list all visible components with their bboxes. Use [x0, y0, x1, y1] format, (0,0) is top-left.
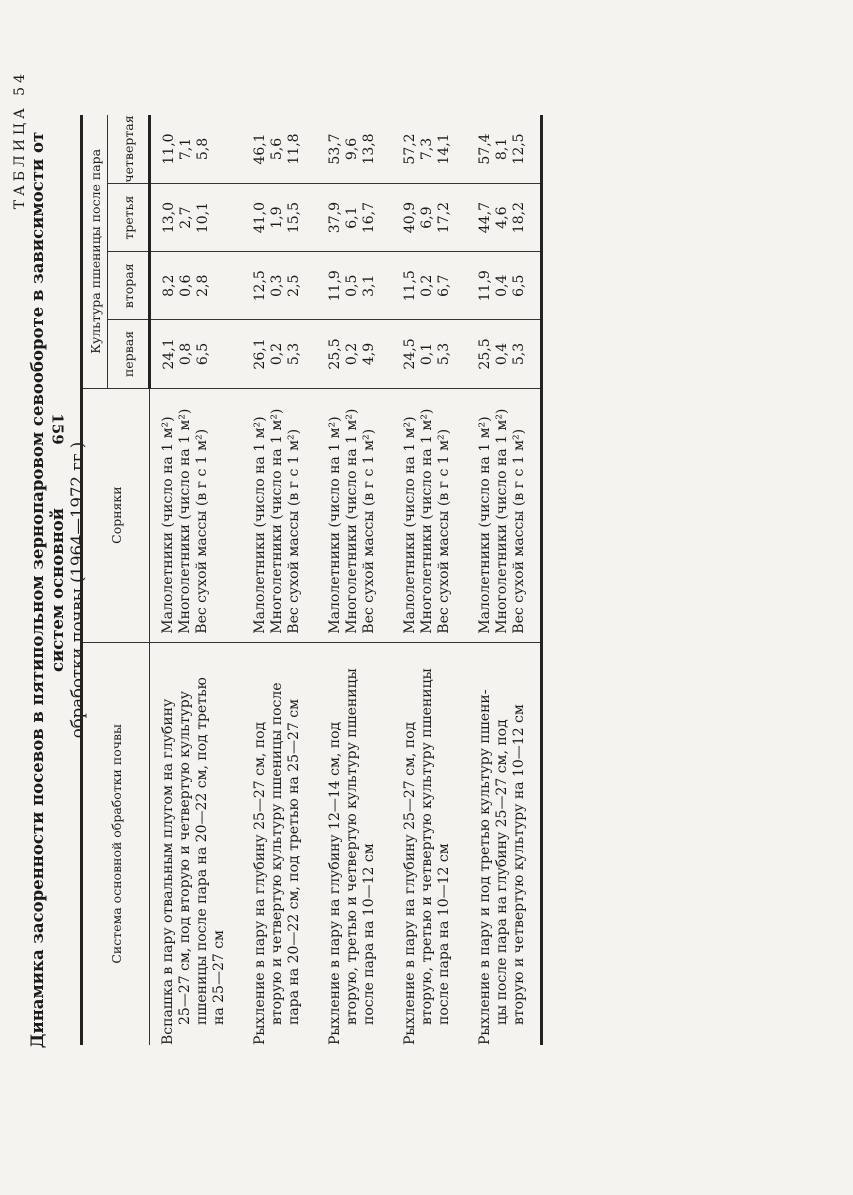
- value: 5,8: [195, 137, 211, 161]
- value: 11,9: [477, 270, 493, 302]
- weed-type-label: Малолетники (число на 1 м²): [252, 416, 268, 634]
- value-cell: [390, 320, 465, 388]
- weed-type-label: Малолетники (число на 1 м²): [477, 416, 493, 634]
- table-title: [28, 125, 88, 1055]
- value: 14,1: [436, 133, 452, 165]
- value: 40,9: [402, 202, 418, 234]
- table-body: [150, 115, 542, 1045]
- value-cell: [465, 184, 542, 252]
- system-text-line: Рыхление в пару на глубину 25—27 см, под: [402, 721, 418, 1045]
- value-cell: [390, 252, 465, 320]
- value: 24,5: [402, 338, 418, 370]
- weed-type-label: Вес сухой массы (в г с 1 м²): [436, 428, 452, 634]
- value: 6,1: [344, 206, 360, 229]
- value: 0,8: [178, 342, 194, 366]
- system-text-line: вторую, третью и четвертую культуру пшеницы: [344, 668, 360, 1025]
- value-cell: [315, 184, 390, 252]
- weed-type-label: Вес сухой массы (в г с 1 м²): [286, 428, 302, 634]
- value-cell: [465, 320, 542, 388]
- value: 17,2: [436, 202, 452, 234]
- value-cell: [150, 252, 241, 320]
- value: 13,0: [161, 202, 177, 234]
- value: 4,9: [361, 342, 377, 366]
- value: 0,4: [494, 342, 510, 366]
- weed-dynamics-table: [80, 115, 543, 1045]
- value: 25,5: [327, 338, 343, 370]
- header-col-1: первая: [108, 320, 150, 388]
- value: 11,9: [327, 270, 343, 302]
- value: 6,5: [195, 342, 211, 366]
- value: 3,1: [361, 274, 377, 297]
- value: 8,2: [161, 274, 177, 297]
- value: 4,6: [494, 206, 510, 229]
- weeds-cell: [150, 388, 241, 642]
- table-row: [150, 115, 241, 1045]
- weed-type-label: Многолетники (число на 1 м²): [419, 408, 435, 634]
- value-cell: [240, 184, 315, 252]
- header-col-4: четвертая: [108, 115, 150, 184]
- value: 0,2: [344, 342, 360, 366]
- value: 0,6: [178, 274, 194, 297]
- weeds-cell: [465, 388, 542, 642]
- value: 2,5: [286, 274, 302, 297]
- system-text-line: после пара на 10—12 см: [436, 843, 452, 1025]
- value-cell: [315, 320, 390, 388]
- value: 7,1: [178, 137, 194, 161]
- value: 0,2: [269, 342, 285, 366]
- value: 0,1: [419, 342, 435, 366]
- value: 57,2: [402, 133, 418, 165]
- system-text-line: вторую и четвертую культуру пшеницы после: [269, 682, 285, 1025]
- value: 9,6: [344, 137, 360, 161]
- system-text-line: на 25—27 см: [211, 930, 227, 1025]
- weed-type-label: Многолетники (число на 1 м²): [177, 408, 193, 634]
- value: 11,0: [161, 133, 177, 165]
- system-text-line: Рыхление в пару и под третью культуру пшени-: [477, 689, 493, 1045]
- value-cell: [465, 115, 542, 184]
- value: 8,1: [494, 137, 510, 161]
- value: 37,9: [327, 202, 343, 234]
- value: 41,0: [252, 202, 268, 234]
- header-culture: Культура пшеницы после пара: [82, 115, 108, 388]
- weed-type-label: Вес сухой массы (в г с 1 м²): [511, 428, 527, 634]
- system-text-line: Рыхление в пару на глубину 25—27 см, под: [252, 721, 268, 1045]
- value: 57,4: [477, 133, 493, 165]
- system-cell: [240, 642, 315, 1045]
- value-cell: [390, 115, 465, 184]
- value: 0,5: [344, 274, 360, 297]
- value-cell: [465, 252, 542, 320]
- value: 11,8: [286, 133, 302, 165]
- weed-type-label: Многолетники (число на 1 м²): [344, 408, 360, 634]
- system-cell: [315, 642, 390, 1045]
- value: 5,6: [269, 137, 285, 161]
- system-text-line: вторую и четвертую культуру на 10—12 см: [511, 704, 527, 1025]
- weeds-cell: [390, 388, 465, 642]
- value: 53,7: [327, 133, 343, 165]
- system-text-line: пара на 20—22 см, под третью на 25—27 см: [286, 698, 302, 1025]
- system-text-line: Рыхление в пару на глубину 12—14 см, под: [327, 721, 343, 1045]
- table-title-line-1: Динамика засоренности посевов в пятипольном зернопаровом севообороте в зависимости от систем основной: [28, 131, 67, 1049]
- system-text-line: вторую, третью и четвертую культуру пшеницы: [419, 668, 435, 1025]
- weed-type-label: Малолетники (число на 1 м²): [327, 416, 343, 634]
- system-text-line: Вспашка в пару отвальным плугом на глубину: [160, 698, 176, 1045]
- value: 6,5: [511, 274, 527, 297]
- value: 6,7: [436, 274, 452, 297]
- value: 26,1: [252, 338, 268, 370]
- header-weeds: Сорняки: [82, 388, 150, 642]
- header-system: Система основной обработки почвы: [82, 642, 150, 1045]
- value: 46,1: [252, 133, 268, 165]
- value-cell: [240, 252, 315, 320]
- value: 12,5: [511, 133, 527, 165]
- value-cell: [150, 184, 241, 252]
- value: 7,3: [419, 137, 435, 161]
- value: 13,8: [361, 133, 377, 165]
- weeds-cell: [240, 388, 315, 642]
- weed-type-label: Вес сухой массы (в г с 1 м²): [361, 428, 377, 634]
- value-cell: [240, 115, 315, 184]
- system-text-line: после пара на 10—12 см: [361, 843, 377, 1025]
- value-cell: [315, 115, 390, 184]
- header-col-3: третья: [108, 184, 150, 252]
- value: 16,7: [361, 202, 377, 234]
- value: 0,4: [494, 274, 510, 297]
- table-row: [315, 115, 390, 1045]
- weeds-cell: [315, 388, 390, 642]
- page-number: 159: [48, 413, 67, 445]
- value: 44,7: [477, 202, 493, 234]
- value-cell: [150, 320, 241, 388]
- weed-type-label: Малолетники (число на 1 м²): [402, 416, 418, 634]
- value: 25,5: [477, 338, 493, 370]
- system-text-line: 25—27 см, под вторую и четвертую культуру: [177, 691, 193, 1025]
- value: 5,3: [286, 342, 302, 366]
- weed-type-label: Многолетники (число на 1 м²): [269, 408, 285, 634]
- system-text-line: цы после пара на глубину 25—27 см, под: [494, 719, 510, 1025]
- value: 11,5: [402, 270, 418, 302]
- value: 18,2: [511, 202, 527, 234]
- value: 2,8: [195, 274, 211, 297]
- value-cell: [150, 115, 241, 184]
- value: 5,3: [436, 342, 452, 366]
- value: 2,7: [178, 206, 194, 229]
- table-row: [240, 115, 315, 1045]
- weed-type-label: Вес сухой массы (в г с 1 м²): [194, 428, 210, 634]
- value: 10,1: [195, 202, 211, 234]
- value-cell: [390, 184, 465, 252]
- value: 0,3: [269, 274, 285, 297]
- table-row: [465, 115, 542, 1045]
- value: 1,9: [269, 206, 285, 229]
- weed-type-label: Многолетники (число на 1 м²): [494, 408, 510, 634]
- value: 12,5: [252, 270, 268, 302]
- value: 0,2: [419, 274, 435, 297]
- table-title-line-2: обработки почвы (1964—1972 гг.): [68, 441, 87, 739]
- value-cell: [315, 252, 390, 320]
- value: 6,9: [419, 206, 435, 229]
- system-cell: [465, 642, 542, 1045]
- header-col-2: вторая: [108, 252, 150, 320]
- weed-type-label: Малолетники (число на 1 м²): [160, 416, 176, 634]
- value-cell: [240, 320, 315, 388]
- table-row: [390, 115, 465, 1045]
- value: 15,5: [286, 202, 302, 234]
- system-cell: [390, 642, 465, 1045]
- table-label: ТАБЛИЦА 54: [12, 70, 28, 210]
- system-text-line: пшеницы после пара на 20—22 см, под третью: [194, 677, 210, 1025]
- value: 24,1: [161, 338, 177, 370]
- system-cell: [150, 642, 241, 1045]
- value: 5,3: [511, 342, 527, 366]
